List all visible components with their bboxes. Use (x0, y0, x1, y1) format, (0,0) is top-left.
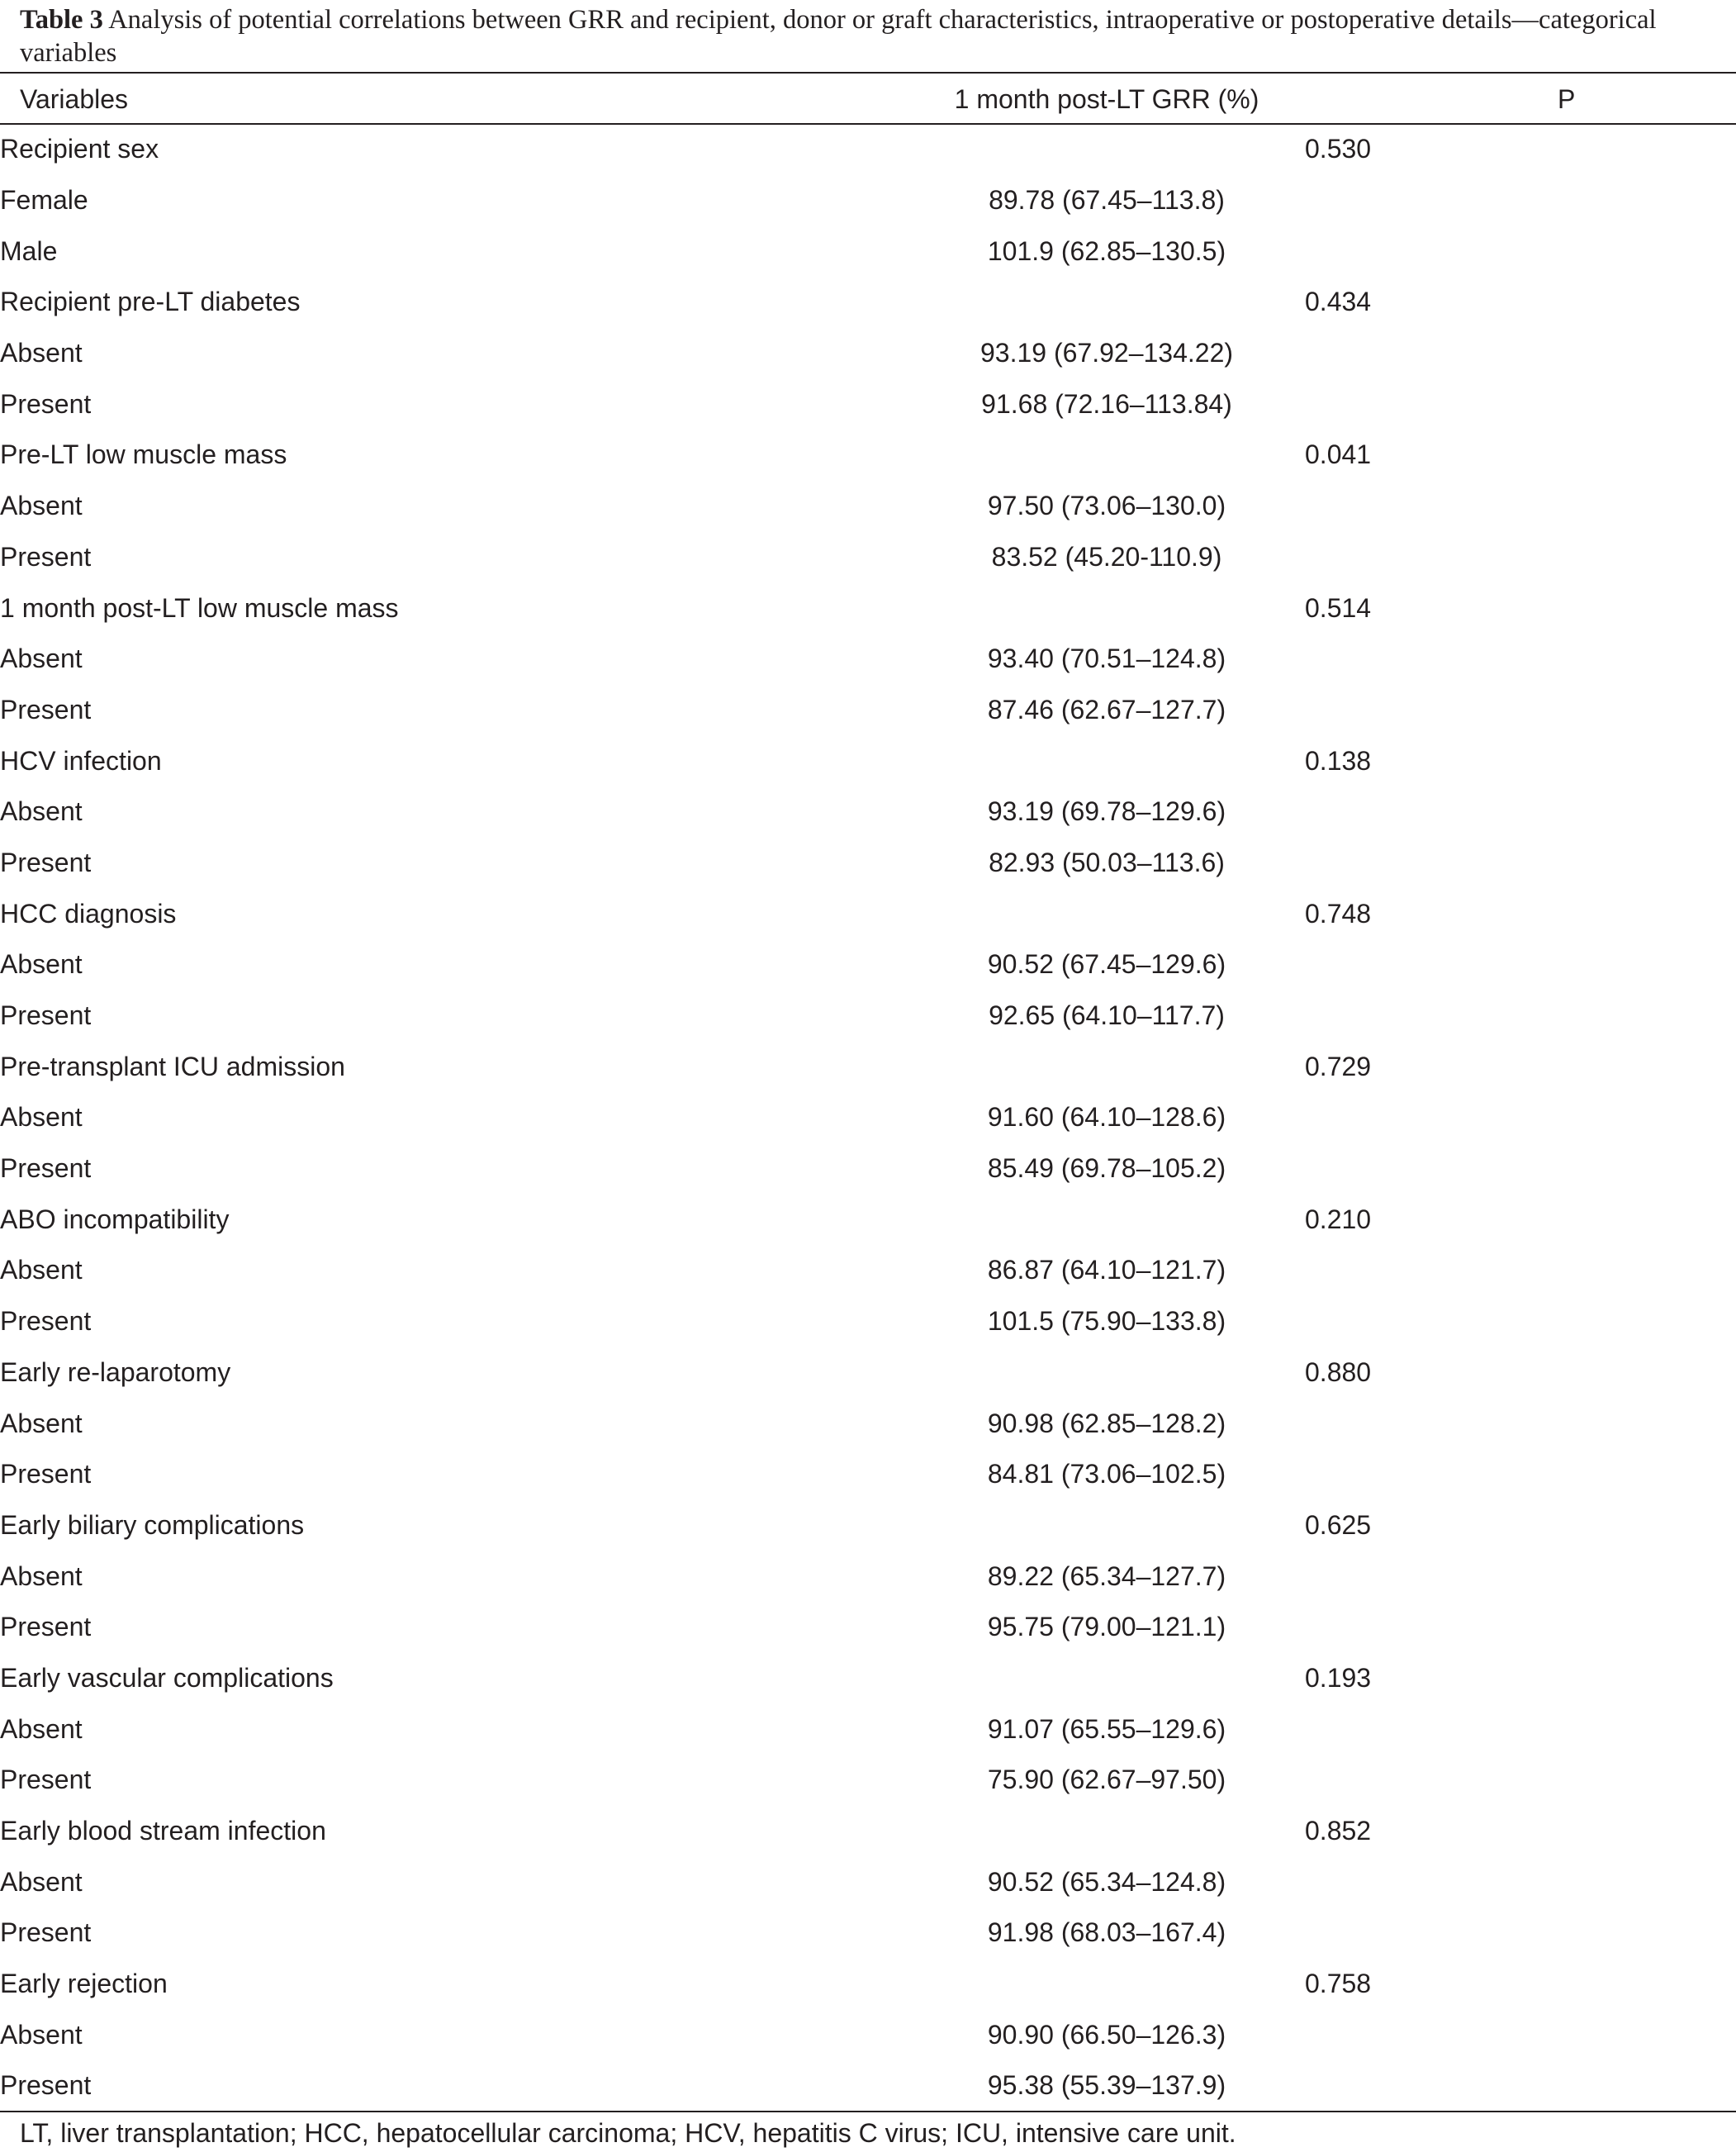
table-row (0, 1703, 1736, 1755)
table-row (0, 939, 1736, 990)
cell-p-value (1305, 378, 1736, 430)
cell-grr: 97.50 (73.06–130.0) (987, 491, 1226, 521)
cell-variable: HCV infection (0, 745, 162, 776)
cell-variable: Present (0, 388, 92, 419)
cell-p-value (1305, 1296, 1736, 1347)
cell-grr: 89.78 (67.45–113.8) (989, 185, 1225, 216)
cell-variable: Absent (0, 2019, 83, 2050)
cell-p-value (1305, 1551, 1736, 1602)
cell-variable: Recipient pre-LT diabetes (0, 287, 301, 317)
cell-variable: Present (0, 2070, 92, 2101)
cell-variable: Male (0, 235, 58, 266)
cell-grr (908, 735, 1305, 786)
cell-variable: ABO incompatibility (0, 1204, 230, 1234)
cell-grr: 91.98 (68.03–167.4) (987, 1917, 1226, 1948)
cell-variable: Absent (0, 1561, 83, 1591)
cell-variable: Absent (0, 1102, 83, 1133)
table-row (0, 990, 1736, 1042)
cell-grr: 91.60 (64.10–128.6) (987, 1102, 1226, 1133)
cell-variable: Present (0, 1000, 92, 1031)
cell-grr: 75.90 (62.67–97.50) (987, 1765, 1226, 1795)
cell-variable: Present (0, 1765, 92, 1795)
cell-grr: 93.19 (69.78–129.6) (987, 796, 1226, 827)
cell-grr (908, 1806, 1305, 1857)
cell-variable: Present (0, 694, 92, 724)
cell-p-value (1305, 634, 1736, 685)
cell-variable: 1 month post-LT low muscle mass (0, 592, 399, 623)
table-row (0, 1551, 1736, 1602)
cell-grr: 85.49 (69.78–105.2) (987, 1153, 1226, 1184)
cell-grr (908, 430, 1305, 481)
table-row (0, 1907, 1736, 1959)
table-row-group (0, 1653, 1736, 1704)
cell-p-value: 0.138 (1305, 745, 1372, 776)
cell-p-value (1305, 175, 1736, 226)
top-rule (0, 72, 1736, 74)
cell-p-value: 0.193 (1305, 1662, 1372, 1693)
cell-grr: 89.22 (65.34–127.7) (987, 1561, 1226, 1591)
column-header-p: P (1558, 84, 1576, 114)
cell-p-value: 0.625 (1305, 1509, 1372, 1540)
cell-p-value (1305, 1143, 1736, 1195)
cell-grr: 86.87 (64.10–121.7) (987, 1255, 1226, 1285)
cell-variable: Present (0, 541, 92, 572)
cell-p-value (1305, 838, 1736, 889)
cell-grr: 83.52 (45.20-110.9) (991, 541, 1222, 572)
cell-p-value (1305, 226, 1736, 277)
cell-variable: Pre-LT low muscle mass (0, 439, 287, 470)
cell-grr: 93.19 (67.92–134.22) (979, 338, 1234, 368)
cell-variable: Pre-transplant ICU admission (0, 1051, 345, 1081)
results-table-body (0, 124, 1736, 2112)
cell-grr (908, 888, 1305, 939)
table-row (0, 1245, 1736, 1296)
cell-p-value (1305, 990, 1736, 1042)
cell-variable: Present (0, 847, 92, 877)
column-header-variables: Variables (20, 84, 129, 114)
cell-p-value (1305, 685, 1736, 736)
cell-grr: 91.07 (65.55–129.6) (987, 1713, 1226, 1744)
table-row (0, 2060, 1736, 2112)
cell-p-value: 0.758 (1305, 1969, 1372, 1999)
cell-p-value (1305, 481, 1736, 532)
cell-grr: 90.98 (62.85–128.2) (987, 1408, 1226, 1438)
cell-grr: 93.40 (70.51–124.8) (987, 644, 1226, 674)
cell-grr (908, 277, 1305, 328)
cell-grr: 90.52 (67.45–129.6) (987, 949, 1226, 980)
cell-grr (908, 582, 1305, 634)
cell-variable: Present (0, 1917, 92, 1948)
cell-variable: Present (0, 1153, 92, 1184)
table-row-group (0, 1041, 1736, 1092)
cell-variable: Absent (0, 644, 83, 674)
cell-p-value: 0.852 (1305, 1816, 1372, 1846)
table-row-group (0, 1500, 1736, 1551)
table-row-group (0, 1194, 1736, 1245)
cell-p-value (1305, 1856, 1736, 1907)
cell-grr: 91.68 (72.16–113.84) (981, 388, 1232, 419)
cell-p-value (1305, 1602, 1736, 1653)
table-caption-text: Analysis of potential correlations between GRR and recipient, donor or graft characteristics, intraoperative or postoperative details—categorical variables (20, 5, 1657, 68)
table-row (0, 1143, 1736, 1195)
cell-p-value (1305, 2009, 1736, 2060)
cell-grr (908, 124, 1305, 175)
cell-grr: 82.93 (50.03–113.6) (989, 847, 1225, 877)
table-row-group (0, 582, 1736, 634)
cell-p-value (1305, 1245, 1736, 1296)
table-row-group (0, 1347, 1736, 1399)
cell-variable: HCC diagnosis (0, 898, 177, 929)
cell-variable: Absent (0, 491, 83, 521)
table-row-group (0, 1959, 1736, 2010)
cell-variable: Present (0, 1306, 92, 1337)
table-row (0, 1856, 1736, 1907)
cell-p-value (1305, 1907, 1736, 1959)
table-caption (20, 3, 1718, 69)
table-row (0, 838, 1736, 889)
cell-grr (908, 1347, 1305, 1399)
cell-p-value (1305, 1703, 1736, 1755)
cell-variable: Recipient sex (0, 134, 159, 164)
cell-variable: Absent (0, 1866, 83, 1897)
cell-grr: 95.38 (55.39–137.9) (987, 2070, 1226, 2101)
cell-variable: Female (0, 185, 88, 216)
cell-variable: Absent (0, 1408, 83, 1438)
cell-p-value: 0.434 (1305, 287, 1372, 317)
table-footnote: LT, liver transplantation; HCC, hepatocellular carcinoma; HCV, hepatitis C virus; ICU, intensive care unit. (20, 2118, 1236, 2148)
table-row (0, 1449, 1736, 1500)
cell-grr: 101.5 (75.90–133.8) (987, 1306, 1226, 1337)
table-row-group (0, 124, 1736, 175)
cell-variable: Absent (0, 1713, 83, 1744)
cell-p-value: 0.210 (1305, 1204, 1372, 1234)
cell-p-value (1305, 328, 1736, 379)
cell-p-value (1305, 786, 1736, 838)
cell-grr: 84.81 (73.06–102.5) (987, 1459, 1226, 1489)
cell-variable: Present (0, 1459, 92, 1489)
cell-variable: Absent (0, 1255, 83, 1285)
cell-grr: 90.90 (66.50–126.3) (987, 2019, 1226, 2050)
cell-variable: Early re-laparotomy (0, 1356, 231, 1387)
cell-grr: 101.9 (62.85–130.5) (987, 235, 1226, 266)
table-row (0, 685, 1736, 736)
table-row-group (0, 430, 1736, 481)
cell-grr: 90.52 (65.34–124.8) (987, 1866, 1226, 1897)
cell-p-value: 0.729 (1305, 1051, 1372, 1081)
table-row (0, 378, 1736, 430)
cell-variable: Early blood stream infection (0, 1816, 326, 1846)
cell-variable: Present (0, 1612, 92, 1642)
cell-p-value (1305, 1398, 1736, 1449)
cell-variable: Early rejection (0, 1969, 168, 1999)
table-row (0, 226, 1736, 277)
table-row (0, 1755, 1736, 1806)
table-row (0, 1296, 1736, 1347)
cell-grr: 87.46 (62.67–127.7) (987, 694, 1226, 724)
cell-grr (908, 1041, 1305, 1092)
column-header-grr: 1 month post-LT GRR (%) (954, 84, 1259, 114)
cell-p-value (1305, 939, 1736, 990)
cell-variable: Absent (0, 338, 83, 368)
cell-variable: Absent (0, 949, 83, 980)
cell-p-value: 0.880 (1305, 1356, 1372, 1387)
table-row-group (0, 888, 1736, 939)
cell-grr: 95.75 (79.00–121.1) (987, 1612, 1226, 1642)
cell-grr (908, 1194, 1305, 1245)
table-row (0, 328, 1736, 379)
table-row-group (0, 277, 1736, 328)
table-row (0, 1398, 1736, 1449)
table-row (0, 2009, 1736, 2060)
cell-variable: Early biliary complications (0, 1509, 305, 1540)
cell-p-value: 0.748 (1305, 898, 1372, 929)
table-row (0, 1092, 1736, 1143)
cell-variable: Early vascular complications (0, 1662, 334, 1693)
bottom-rule (0, 2111, 1736, 2112)
table-caption-label: Table 3 (20, 5, 103, 35)
cell-grr (908, 1653, 1305, 1704)
table-row (0, 481, 1736, 532)
cell-p-value (1305, 2060, 1736, 2112)
cell-variable: Absent (0, 796, 83, 827)
cell-p-value (1305, 1755, 1736, 1806)
cell-p-value (1305, 1449, 1736, 1500)
cell-grr (908, 1959, 1305, 2010)
table-row (0, 532, 1736, 583)
table-row-group (0, 1806, 1736, 1857)
table-row (0, 1602, 1736, 1653)
results-table (0, 124, 1736, 2112)
cell-grr (908, 1500, 1305, 1551)
cell-p-value (1305, 532, 1736, 583)
table-row (0, 786, 1736, 838)
cell-grr: 92.65 (64.10–117.7) (989, 1000, 1225, 1031)
cell-p-value: 0.530 (1305, 134, 1372, 164)
cell-p-value: 0.041 (1305, 439, 1372, 470)
table-row (0, 634, 1736, 685)
table-row (0, 175, 1736, 226)
cell-p-value (1305, 1092, 1736, 1143)
table-row-group (0, 735, 1736, 786)
cell-p-value: 0.514 (1305, 592, 1372, 623)
